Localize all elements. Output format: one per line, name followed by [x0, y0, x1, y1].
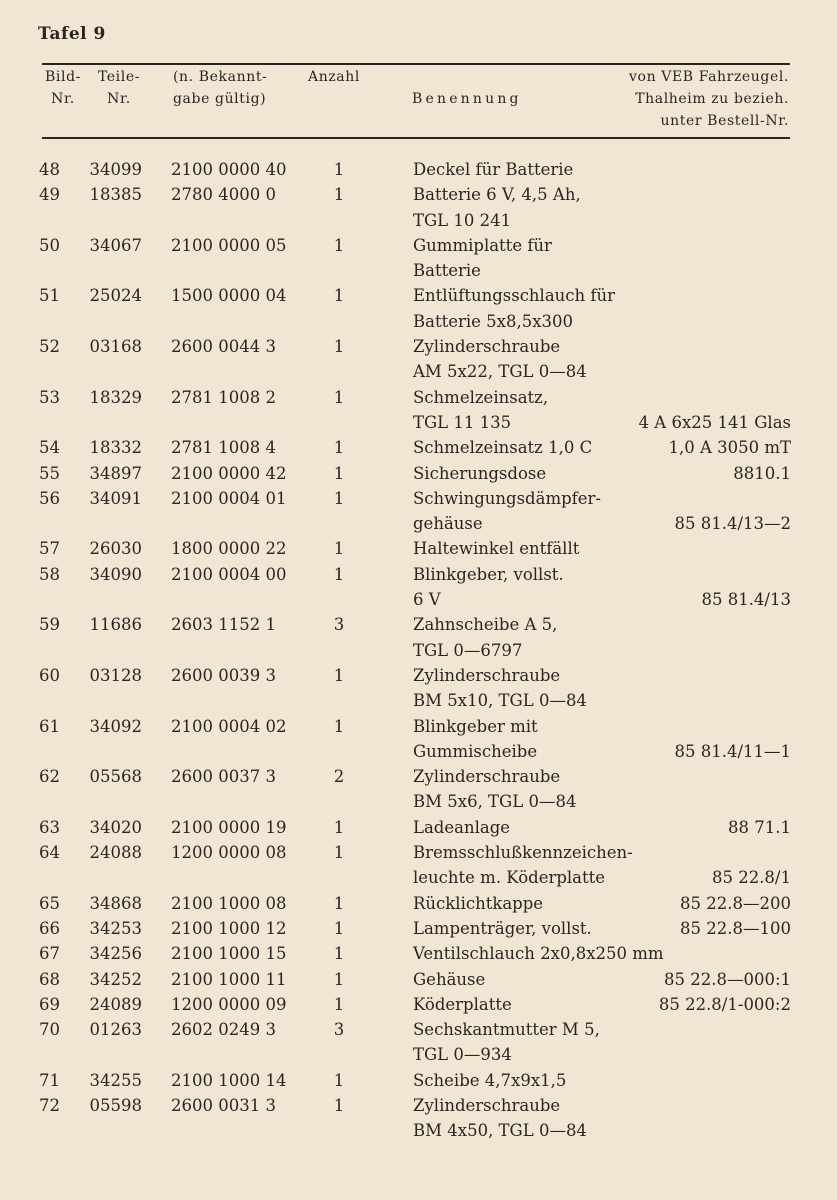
row-line	[0, 941, 837, 966]
cell-benennung: gehäuse	[413, 514, 483, 534]
cell-teile-nr: 34099	[89, 160, 142, 179]
cell-benennung: TGL 0—6797	[413, 640, 523, 660]
row-line	[0, 258, 837, 283]
cell-bekanntgabe-nr: 1800 0000 22	[171, 539, 287, 559]
table-row	[0, 714, 837, 765]
cell-bekanntgabe-nr: 2100 0004 00	[171, 564, 287, 584]
cell-benennung: Haltewinkel entfällt	[413, 539, 580, 559]
cell-bekanntgabe-nr: 1200 0000 08	[171, 843, 287, 863]
cell-benennung: leuchte m. Köderplatte	[413, 868, 606, 888]
table-row	[0, 612, 837, 663]
cell-benennung: Köderplatte	[413, 994, 512, 1014]
cell-teile-nr: 01263	[89, 1020, 142, 1040]
cell-bild-nr: 51	[39, 286, 60, 306]
cell-teile-nr: 18385	[89, 185, 142, 205]
row-line	[0, 182, 837, 207]
cell-bild-nr: 53	[39, 387, 60, 407]
row-line	[0, 789, 837, 814]
cell-teile-nr: 34897	[89, 463, 142, 483]
cell-benennung: Gehäuse	[413, 969, 486, 989]
cell-anzahl: 1	[333, 438, 345, 458]
row-line	[0, 1017, 837, 1042]
row-line	[0, 688, 837, 713]
cell-anzahl: 1	[333, 337, 345, 357]
cell-teile-nr: 26030	[89, 539, 142, 559]
header-bekanntgabe: (n. Bekannt- gabe gültig)	[173, 69, 268, 107]
table-row	[0, 916, 837, 941]
row-line	[0, 309, 837, 334]
cell-bild-nr: 69	[39, 994, 60, 1014]
cell-bestell-nr: 1,0 A 3050 mT	[668, 438, 791, 458]
cell-benennung: Zylinderschraube	[413, 767, 561, 787]
cell-bekanntgabe-nr: 2600 0044 3	[171, 337, 276, 357]
cell-teile-nr: 05568	[89, 767, 142, 787]
cell-anzahl: 1	[333, 817, 345, 837]
cell-bild-nr: 62	[39, 767, 60, 787]
cell-bekanntgabe-nr: 2100 0000 19	[171, 817, 287, 837]
cell-bestell-nr: 4 A 6x25 141 Glas	[638, 412, 791, 432]
row-line	[0, 359, 837, 384]
cell-anzahl: 2	[333, 767, 345, 787]
cell-bild-nr: 68	[39, 969, 60, 989]
cell-bestell-nr: 85 22.8—200	[680, 893, 791, 913]
cell-anzahl: 1	[333, 185, 345, 205]
cell-bekanntgabe-nr: 1500 0000 04	[171, 286, 287, 306]
cell-teile-nr: 34253	[89, 918, 142, 938]
cell-bild-nr: 55	[39, 463, 60, 483]
cell-teile-nr: 03128	[89, 665, 142, 685]
cell-anzahl: 1	[333, 564, 345, 584]
cell-bestell-nr: 8810.1	[733, 463, 791, 483]
table-row	[0, 385, 837, 436]
header-benennung: Benennung	[412, 91, 522, 107]
table-row	[0, 283, 837, 334]
cell-benennung: Zylinderschraube	[413, 337, 561, 357]
cell-bestell-nr: 85 22.8/1-000:2	[658, 994, 791, 1014]
cell-bekanntgabe-nr: 2100 0000 40	[171, 160, 287, 179]
cell-bild-nr: 50	[39, 235, 60, 255]
cell-teile-nr: 18332	[89, 438, 142, 458]
header-bottom-rule	[42, 137, 790, 139]
cell-anzahl: 1	[333, 1095, 345, 1115]
cell-bild-nr: 56	[39, 488, 60, 508]
cell-teile-nr: 18329	[89, 387, 142, 407]
cell-teile-nr: 34091	[89, 488, 142, 508]
cell-bekanntgabe-nr: 2100 1000 12	[171, 918, 287, 938]
header-anzahl: Anzahl	[308, 69, 360, 85]
cell-teile-nr: 24088	[89, 843, 142, 863]
cell-bild-nr: 71	[39, 1070, 60, 1090]
cell-bekanntgabe-nr: 1200 0000 09	[171, 994, 287, 1014]
row-line	[0, 334, 837, 359]
cell-anzahl: 1	[333, 539, 345, 559]
cell-anzahl: 1	[333, 160, 345, 179]
cell-anzahl: 1	[333, 235, 345, 255]
cell-bekanntgabe-nr: 2100 0000 05	[171, 235, 287, 255]
cell-bild-nr: 59	[39, 615, 60, 635]
cell-bestell-nr: 85 81.4/13—2	[674, 514, 791, 534]
cell-anzahl: 1	[333, 944, 345, 964]
parts-table	[0, 157, 837, 1144]
cell-benennung: Sechskantmutter M 5,	[413, 1020, 600, 1040]
cell-anzahl: 3	[333, 1020, 345, 1040]
header-bild-nr: Bild- Nr.	[45, 69, 81, 107]
cell-anzahl: 1	[333, 843, 345, 863]
cell-bekanntgabe-nr: 2100 1000 14	[171, 1070, 287, 1090]
cell-anzahl: 1	[333, 665, 345, 685]
cell-bekanntgabe-nr: 2100 0004 01	[171, 488, 287, 508]
table-row	[0, 764, 837, 815]
cell-benennung: Blinkgeber mit	[413, 716, 538, 736]
cell-benennung: 6 V	[413, 590, 441, 610]
table-row	[0, 941, 837, 966]
cell-teile-nr: 25024	[89, 286, 142, 306]
row-line	[0, 486, 837, 511]
cell-benennung: TGL 0—934	[413, 1045, 512, 1065]
row-line	[0, 511, 837, 536]
table-row	[0, 1068, 837, 1093]
table-row	[0, 1093, 837, 1144]
cell-bild-nr: 66	[39, 918, 60, 938]
cell-teile-nr: 34020	[89, 817, 142, 837]
table-row	[0, 435, 837, 460]
cell-benennung: Zylinderschraube	[413, 665, 561, 685]
table-row	[0, 461, 837, 486]
row-line	[0, 739, 837, 764]
cell-anzahl: 1	[333, 286, 345, 306]
row-line	[0, 587, 837, 612]
header-bezugsquelle: von VEB Fahrzeugel. Thalheim zu bezieh. unter Bestell-Nr.	[629, 69, 789, 129]
cell-anzahl: 1	[333, 994, 345, 1014]
cell-benennung: Batterie	[413, 261, 481, 281]
row-line	[0, 714, 837, 739]
cell-anzahl: 1	[333, 488, 345, 508]
cell-benennung: Schwingungsdämpfer-	[413, 488, 601, 508]
row-line	[0, 638, 837, 663]
cell-bild-nr: 64	[39, 843, 60, 863]
cell-benennung: Entlüftungsschlauch für	[413, 286, 616, 306]
table-row	[0, 233, 837, 284]
cell-benennung: AM 5x22, TGL 0—84	[413, 362, 587, 382]
row-line	[0, 385, 837, 410]
row-line	[0, 916, 837, 941]
row-line	[0, 865, 837, 890]
cell-bild-nr: 58	[39, 564, 60, 584]
table-row	[0, 967, 837, 992]
cell-teile-nr: 24089	[89, 994, 142, 1014]
row-line	[0, 208, 837, 233]
row-line	[0, 233, 837, 258]
cell-teile-nr: 03168	[89, 337, 142, 357]
table-row	[0, 536, 837, 561]
row-line	[0, 283, 837, 308]
table-row	[0, 815, 837, 840]
cell-benennung: Schmelzeinsatz,	[413, 387, 549, 407]
cell-benennung: Blinkgeber, vollst.	[413, 564, 564, 584]
row-line	[0, 1118, 837, 1143]
cell-bild-nr: 70	[39, 1020, 60, 1040]
row-line	[0, 891, 837, 916]
cell-bestell-nr: 85 22.8—000:1	[663, 969, 791, 989]
cell-benennung: Zahnscheibe A 5,	[413, 615, 558, 635]
row-line	[0, 1093, 837, 1118]
cell-teile-nr: 34255	[89, 1070, 142, 1090]
cell-bild-nr: 48	[39, 160, 60, 179]
cell-bestell-nr: 88 71.1	[728, 817, 791, 837]
cell-anzahl: 1	[333, 918, 345, 938]
page-title: Tafel 9	[38, 24, 106, 44]
cell-teile-nr: 34256	[89, 944, 142, 964]
header-top-rule	[42, 63, 790, 65]
cell-teile-nr: 34868	[89, 893, 142, 913]
row-line	[0, 840, 837, 865]
cell-bild-nr: 54	[39, 438, 60, 458]
row-line	[0, 157, 837, 182]
cell-benennung: Rücklichtkappe	[413, 893, 544, 913]
table-row	[0, 891, 837, 916]
cell-bekanntgabe-nr: 2100 1000 15	[171, 944, 287, 964]
row-line	[0, 815, 837, 840]
row-line	[0, 764, 837, 789]
header-teile-nr: Teile- Nr.	[97, 69, 141, 107]
table-row	[0, 157, 837, 182]
cell-teile-nr: 34067	[89, 235, 142, 255]
cell-bild-nr: 57	[39, 539, 60, 559]
cell-bekanntgabe-nr: 2602 0249 3	[171, 1020, 276, 1040]
row-line	[0, 410, 837, 435]
cell-benennung: Sicherungsdose	[413, 463, 547, 483]
cell-benennung: Deckel für Batterie	[413, 160, 574, 179]
cell-bild-nr: 63	[39, 817, 60, 837]
cell-bild-nr: 49	[39, 185, 60, 205]
cell-benennung: Lampenträger, vollst.	[413, 918, 592, 938]
row-line	[0, 562, 837, 587]
cell-anzahl: 1	[333, 893, 345, 913]
cell-benennung: BM 5x10, TGL 0—84	[413, 691, 587, 711]
table-row	[0, 334, 837, 385]
table-row	[0, 182, 837, 233]
cell-benennung: Ladeanlage	[413, 817, 511, 837]
cell-bekanntgabe-nr: 2100 1000 08	[171, 893, 287, 913]
row-line	[0, 612, 837, 637]
cell-bild-nr: 60	[39, 665, 60, 685]
cell-teile-nr: 05598	[89, 1095, 142, 1115]
table-row	[0, 663, 837, 714]
row-line	[0, 461, 837, 486]
cell-bild-nr: 72	[39, 1095, 60, 1115]
cell-bestell-nr: 85 81.4/11—1	[674, 741, 791, 761]
table-row	[0, 486, 837, 537]
cell-bestell-nr: 85 22.8—100	[680, 918, 791, 938]
row-line	[0, 1042, 837, 1067]
cell-bild-nr: 52	[39, 337, 60, 357]
cell-anzahl: 1	[333, 716, 345, 736]
table-row	[0, 1017, 837, 1068]
table-row	[0, 562, 837, 613]
cell-bild-nr: 61	[39, 716, 60, 736]
row-line	[0, 1068, 837, 1093]
cell-anzahl: 1	[333, 463, 345, 483]
cell-bekanntgabe-nr: 2781 1008 2	[171, 387, 276, 407]
cell-bestell-nr: 85 81.4/13	[701, 590, 791, 610]
cell-benennung: Schmelzeinsatz 1,0 C	[413, 438, 593, 458]
row-line	[0, 992, 837, 1017]
cell-teile-nr: 34090	[89, 564, 142, 584]
cell-benennung: TGL 11 135	[413, 412, 512, 432]
cell-bestell-nr: 85 22.8/1	[711, 868, 791, 888]
cell-bekanntgabe-nr: 2780 4000 0	[171, 185, 276, 205]
cell-bekanntgabe-nr: 2100 0004 02	[171, 716, 287, 736]
cell-teile-nr: 34092	[89, 716, 142, 736]
cell-benennung: Scheibe 4,7x9x1,5	[413, 1070, 567, 1090]
cell-bekanntgabe-nr: 2600 0037 3	[171, 767, 276, 787]
cell-anzahl: 1	[333, 969, 345, 989]
cell-benennung: Bremsschlußkennzeichen-	[413, 843, 633, 863]
cell-benennung: Gummischeibe	[413, 741, 538, 761]
cell-teile-nr: 34252	[89, 969, 142, 989]
cell-benennung: Gummiplatte für	[413, 235, 552, 255]
cell-bekanntgabe-nr: 2100 0000 42	[171, 463, 287, 483]
cell-benennung: Batterie 6 V, 4,5 Ah,	[413, 185, 581, 205]
table-row	[0, 840, 837, 891]
row-line	[0, 435, 837, 460]
cell-bekanntgabe-nr: 2600 0039 3	[171, 665, 276, 685]
cell-bekanntgabe-nr: 2100 1000 11	[171, 969, 287, 989]
cell-benennung: BM 5x6, TGL 0—84	[413, 792, 577, 812]
cell-bild-nr: 67	[39, 944, 60, 964]
cell-benennung: Batterie 5x8,5x300	[413, 311, 574, 331]
row-line	[0, 967, 837, 992]
cell-teile-nr: 11686	[89, 615, 142, 635]
cell-bekanntgabe-nr: 2781 1008 4	[171, 438, 276, 458]
cell-anzahl: 3	[333, 615, 345, 635]
cell-anzahl: 1	[333, 1070, 345, 1090]
cell-benennung: TGL 10 241	[413, 210, 512, 230]
table-row	[0, 992, 837, 1017]
cell-bekanntgabe-nr: 2600 0031 3	[171, 1095, 276, 1115]
cell-benennung: Zylinderschraube	[413, 1095, 561, 1115]
cell-bekanntgabe-nr: 2603 1152 1	[171, 615, 276, 635]
row-line	[0, 663, 837, 688]
cell-benennung: Ventilschlauch 2x0,8x250 mm	[413, 944, 664, 964]
cell-bild-nr: 65	[39, 893, 60, 913]
row-line	[0, 536, 837, 561]
cell-benennung: BM 4x50, TGL 0—84	[413, 1121, 587, 1141]
cell-anzahl: 1	[333, 387, 345, 407]
